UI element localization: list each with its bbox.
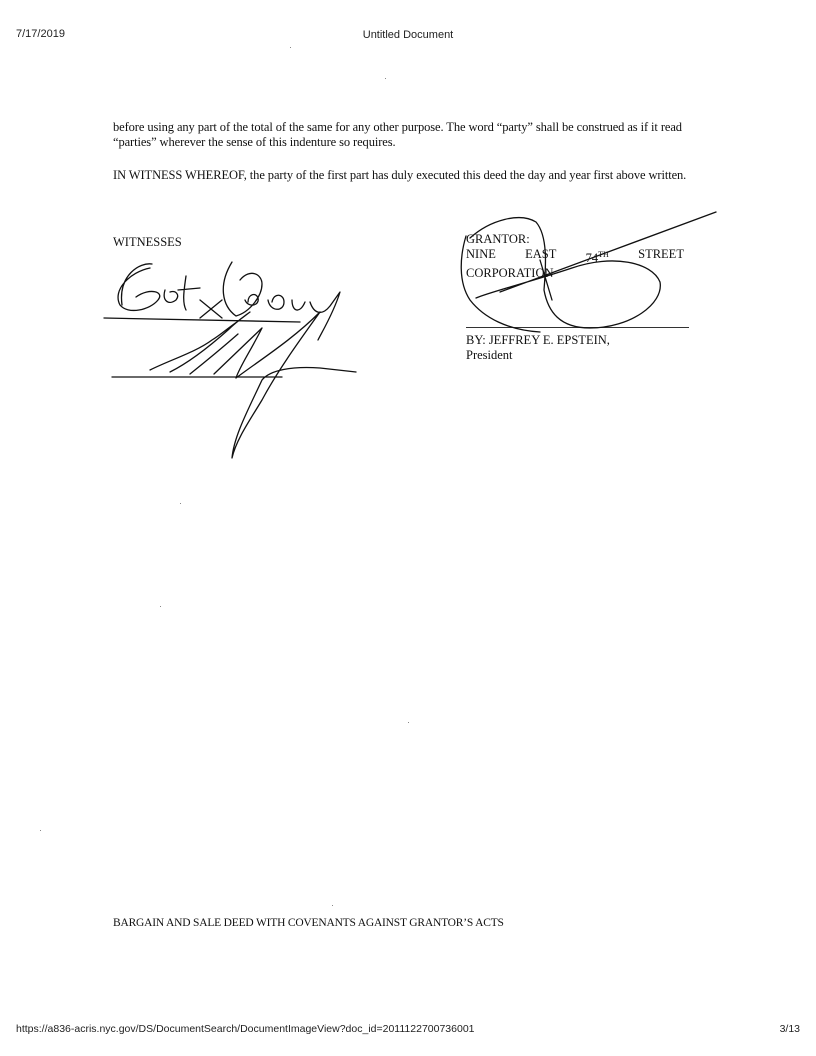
page-number: 3/13 bbox=[779, 1023, 800, 1035]
grantor-name-word: EAST bbox=[525, 247, 557, 261]
scan-speck bbox=[180, 503, 181, 504]
scan-speck bbox=[40, 830, 41, 831]
scan-speck bbox=[160, 606, 161, 607]
signatory-title: President bbox=[466, 348, 513, 362]
scan-speck bbox=[385, 78, 386, 79]
grantor-name-word: STREET bbox=[638, 247, 684, 261]
print-date: 7/17/2019 bbox=[16, 28, 65, 40]
page-title: Untitled Document bbox=[362, 29, 454, 41]
source-url: https://a836-acris.nyc.gov/DS/DocumentSearch/DocumentImageView?doc_id=2011122700736001 bbox=[16, 1023, 475, 1035]
grantor-name-line2: CORPORATION bbox=[466, 266, 554, 281]
scan-speck bbox=[408, 722, 409, 723]
deed-title: BARGAIN AND SALE DEED WITH COVENANTS AGAINST GRANTOR’S ACTS bbox=[113, 917, 504, 929]
grantor-label: GRANTOR: bbox=[466, 232, 530, 246]
paragraph-witness-whereof: IN WITNESS WHEREOF, the party of the first part has duly executed this deed the day and year first above written. bbox=[113, 168, 687, 182]
witness-2-signature bbox=[112, 312, 356, 458]
witnesses-label: WITNESSES bbox=[113, 235, 182, 249]
grantor-block bbox=[466, 232, 684, 281]
witness-1-signature bbox=[104, 262, 340, 340]
grantor-name-word: 74TH bbox=[585, 250, 609, 266]
scan-speck bbox=[290, 47, 291, 48]
signatory-block bbox=[466, 333, 610, 363]
grantor-name-word: NINE bbox=[466, 247, 496, 261]
scan-speck bbox=[332, 905, 333, 906]
grantor-signature-line bbox=[466, 327, 689, 328]
paragraph-construction: before using any part of the total of the same for any other purpose. The word “party” shall be construed as if it read “parties” wherever the sense of this indenture so requires. bbox=[113, 120, 682, 149]
signatory-name: BY: JEFFREY E. EPSTEIN, bbox=[466, 333, 610, 347]
grantor-name-line1 bbox=[466, 247, 684, 266]
